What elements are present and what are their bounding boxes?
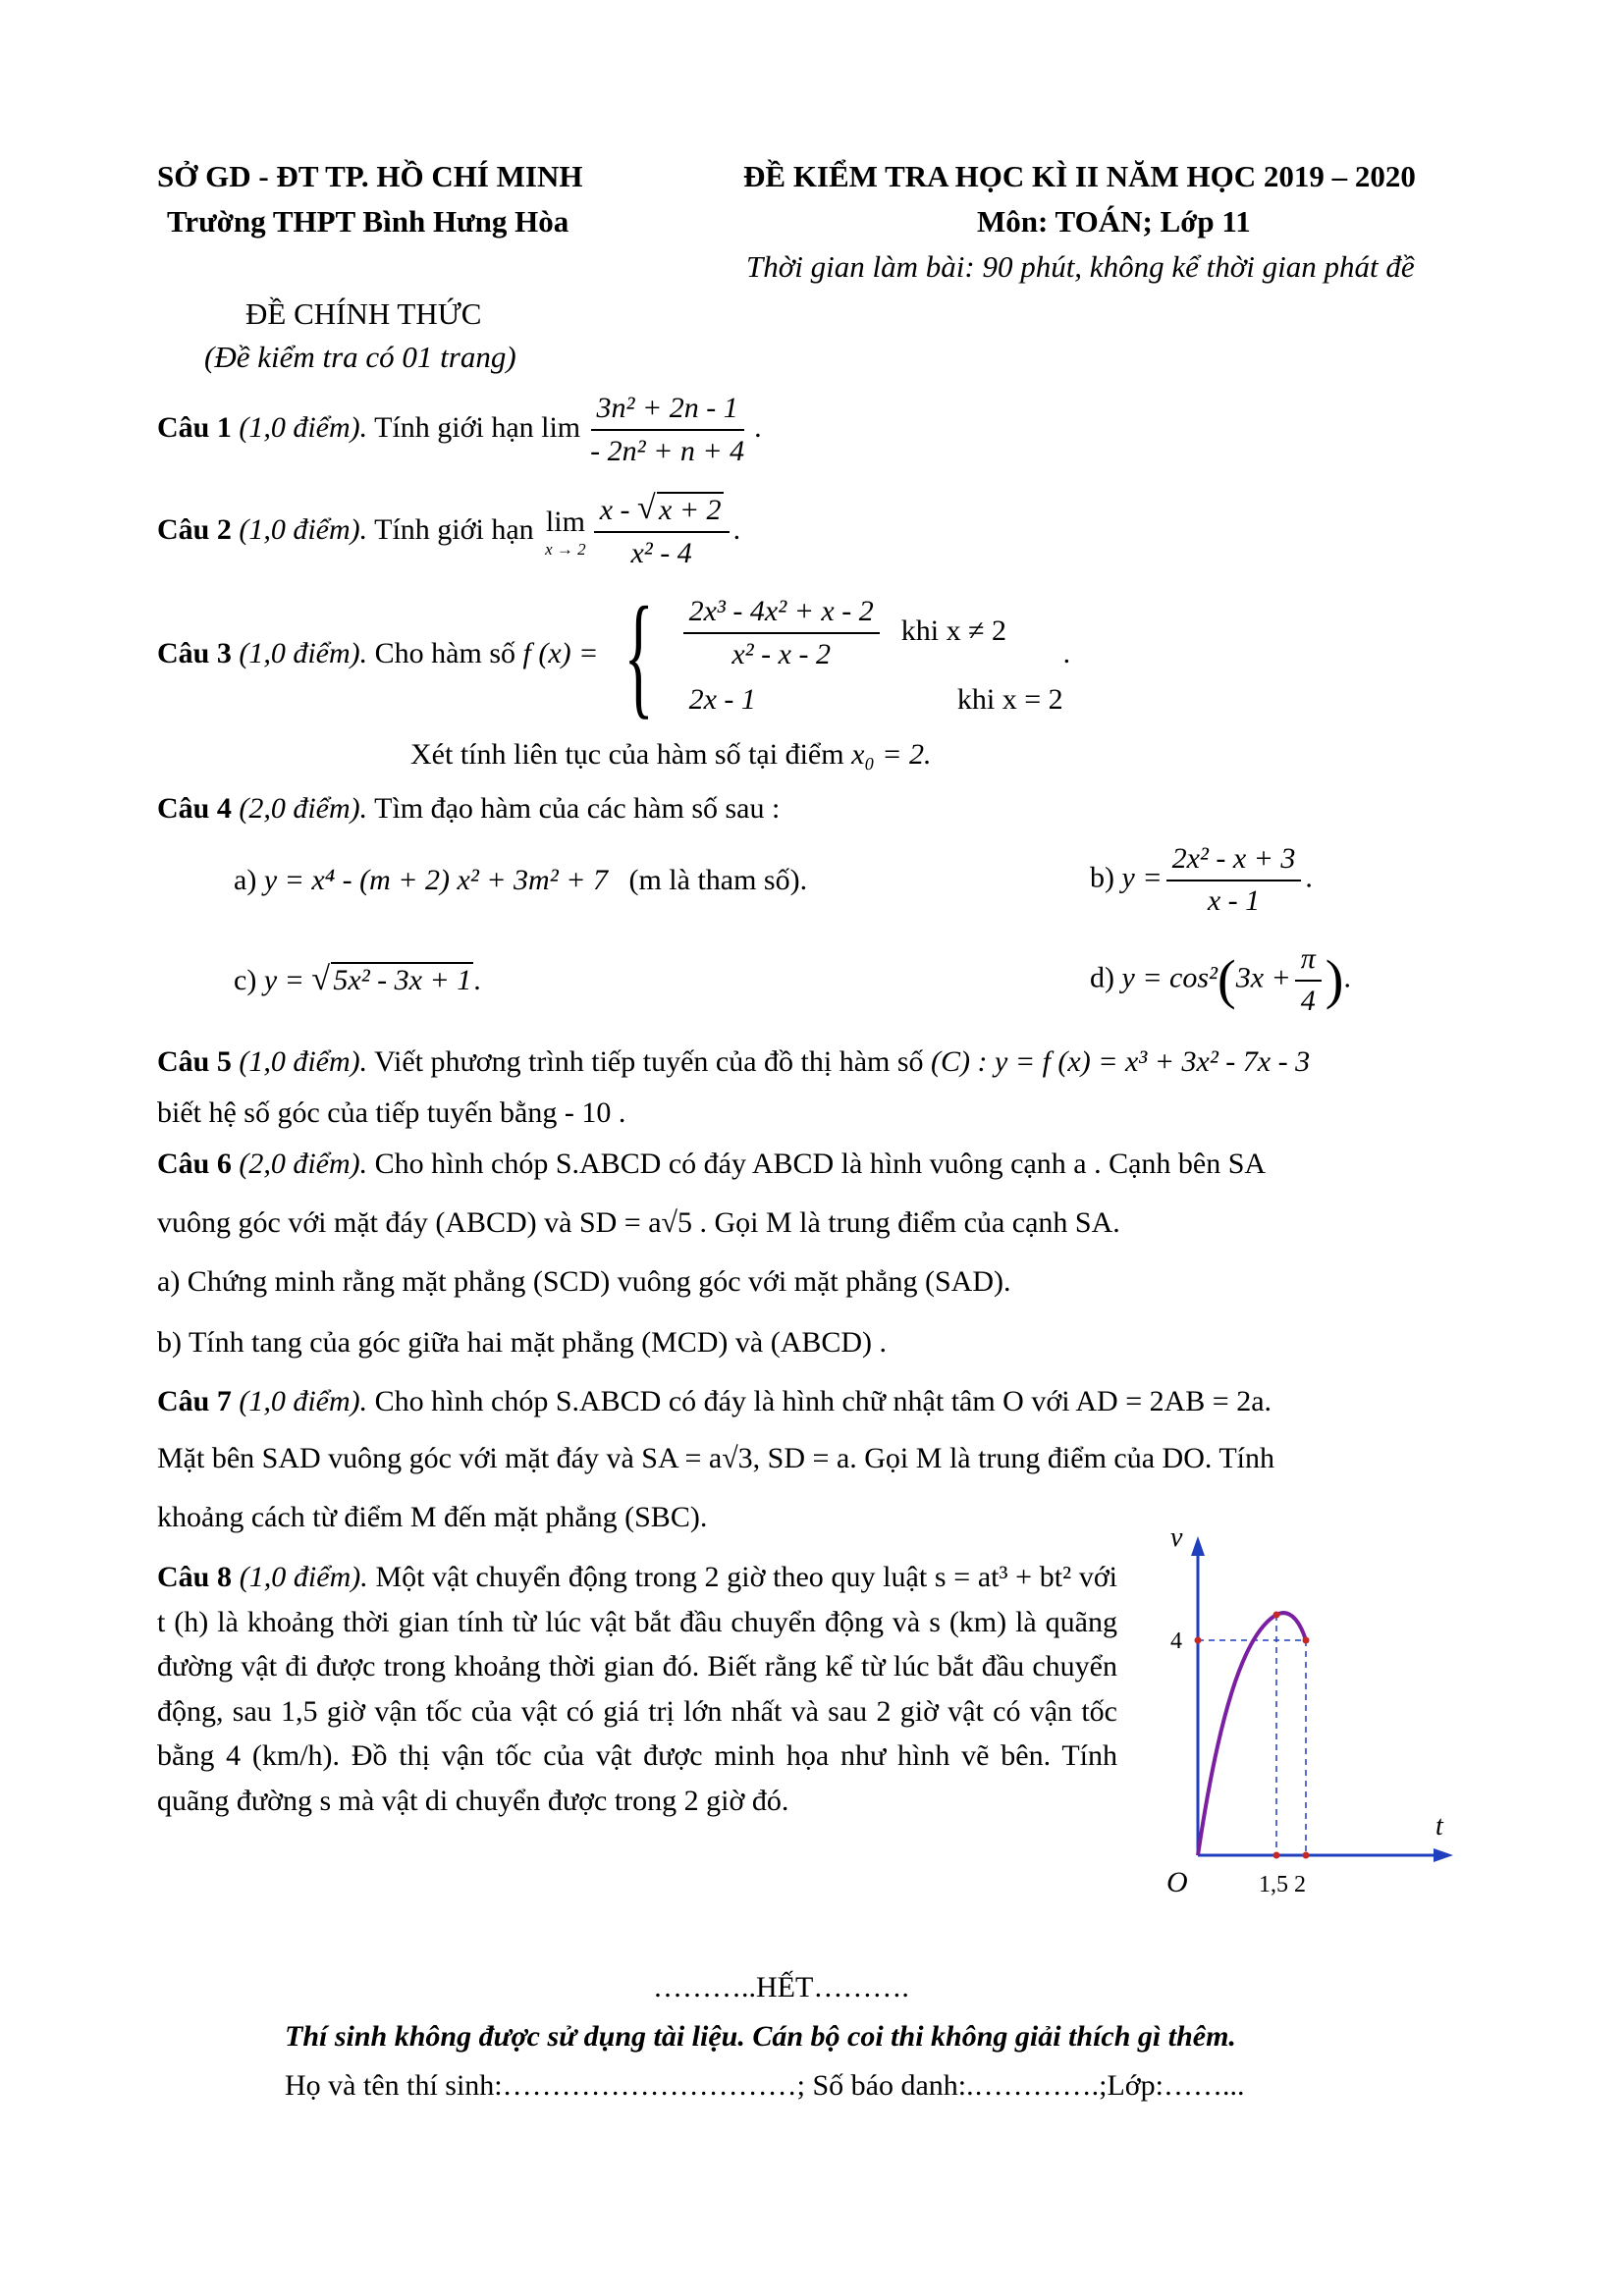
t-axis-arrow (1434, 1848, 1453, 1862)
v-axis-arrow (1191, 1536, 1205, 1556)
q2-limit: lim x → 2 (545, 505, 586, 559)
question-3-line2: Xét tính liên tục của hàm số tại điểm x₀ = 2. (410, 738, 932, 771)
origin-label: O (1166, 1866, 1188, 1898)
point-peak (1273, 1612, 1280, 1619)
question-6-line2: vuông góc với mặt đáy (ABCD) và SD = a√5 . Gọi M là trung điểm của cạnh SA. (157, 1206, 1120, 1239)
question-7: Câu 7 (1,0 điểm). Cho hình chóp S.ABCD có đáy là hình chữ nhật tâm O với AD = 2AB = 2a. (157, 1385, 1272, 1417)
piecewise-brace: { (623, 579, 654, 731)
v-axis-label: v (1170, 1526, 1183, 1553)
t-tick-labels: 1,5 2 (1259, 1872, 1306, 1897)
question-1: Câu 1 (1,0 điểm). Tính giới hạn lim $\frac{\text{3n² + 2n - 1}}{\text{- 2n² + n + 4}}$ . (157, 392, 762, 467)
school-department: SỞ GD - ĐT TP. HỒ CHÍ MINH (157, 159, 583, 193)
subject-line: Môn: TOÁN; Lớp 11 (977, 204, 1251, 239)
question-6-part-a: a) Chứng minh rằng mặt phẳng (SCD) vuông góc với mặt phẳng (SAD). (157, 1265, 1011, 1298)
t-axis-label: t (1435, 1811, 1443, 1842)
question-4: Câu 4 (2,0 điểm). Tìm đạo hàm của các hàm số sau : (157, 792, 781, 825)
question-6: Câu 6 (2,0 điểm). Cho hình chóp S.ABCD có đáy ABCD là hình vuông cạnh a . Cạnh bên SA (157, 1148, 1267, 1180)
question-6-part-b: b) Tính tang của góc giữa hai mặt phẳng (MCD) và (ABCD) . (157, 1326, 888, 1359)
point-t15 (1273, 1852, 1280, 1859)
time-allowed: Thời gian làm bài: 90 phút, không kể thời gian phát đề (746, 249, 1415, 284)
q4-part-b: b) y = $\frac{\text{2x² - x + 3}}{x - 1}$ . (1090, 842, 1313, 917)
question-3: Câu 3 (1,0 điểm). Cho hàm số f (x) = { $\frac{\text{2x³ - 4x² + x - 2}}{\text{x² - x - 2}}$ khi x ≠ 2 2x - 1 khi x = 2 . (157, 579, 1071, 731)
question-2: Câu 2 (1,0 điểm). Tính giới hạn lim x → 2 x - √ x + 2 x² - 4 . (157, 490, 741, 569)
candidate-fields: Họ và tên thí sinh:…………………………; Số báo danh:.………….;Lớp:……... (285, 2069, 1245, 2102)
end-marker: ………..HẾT………. (653, 1971, 909, 2003)
q2-fraction: x - √ x + 2 x² - 4 (594, 493, 730, 571)
q4-part-a: a) y = x⁴ - (m + 2) x² + 3m² + 7 (m là tham số). (234, 864, 808, 896)
question-8: Câu 8 (1,0 điểm). Một vật chuyển động trong 2 giờ theo quy luật s = at³ + bt² với t (h) là khoảng thời gian tính từ lúc vật bắt đầu chuyển động và s (km) là quãng đường vật đi được trong khoảng thời gian đó. Biết rằng kể từ lúc bắt đầu chuyển động, sau 1,5 giờ vận tốc của vật có giá trị lớn nhất và sau 2 giờ vật có vận tốc bằng 4 (km/h). Đồ thị vận tốc của vật được minh họa như hình vẽ bên. Tính quãng đường s mà vật di chuyển được trong 2 giờ đó. (157, 1561, 1118, 1817)
question-5: Câu 5 (1,0 điểm). Viết phương trình tiếp tuyến của đồ thị hàm số (C) : y = f (x) = x³ + 3x² - 7x - 3 (157, 1045, 1311, 1078)
point-t2-curve (1303, 1637, 1310, 1644)
official-label: ĐỀ CHÍNH THỨC (245, 296, 482, 331)
school-name: Trường THPT Bình Hưng Hòa (167, 204, 569, 239)
velocity-graph (1149, 1526, 1473, 1919)
pages-note: (Đề kiểm tra có 01 trang) (204, 340, 516, 374)
exam-rules: Thí sinh không được sử dụng tài liệu. Cán bộ coi thi không giải thích gì thêm. (285, 2020, 1236, 2053)
question-5-line2: biết hệ số góc của tiếp tuyến bằng - 10 . (157, 1096, 626, 1129)
question-7-line2: Mặt bên SAD vuông góc với mặt đáy và SA = a√3, SD = a. Gọi M là trung điểm của DO. Tính (157, 1442, 1274, 1474)
point-y4 (1195, 1637, 1202, 1644)
y-tick-4: 4 (1170, 1629, 1182, 1654)
velocity-curve (1198, 1613, 1306, 1855)
q4-part-c: c) y = √ 5x² - 3x + 1. (234, 961, 481, 997)
piecewise-cases: $\frac{\text{2x³ - 4x² + x - 2}}{\text{x² - x - 2}}$ khi x ≠ 2 2x - 1 khi x = 2 (679, 594, 1063, 718)
q4-part-d: d) y = cos²(3x + $\frac{\pi}{4}$ ). (1090, 942, 1351, 1017)
question-7-line3: khoảng cách từ điểm M đến mặt phẳng (SBC). (157, 1501, 708, 1533)
exam-title: ĐỀ KIỂM TRA HỌC KÌ II NĂM HỌC 2019 – 2020 (743, 159, 1416, 193)
q1-fraction: $\frac{\text{3n² + 2n - 1}}{\text{- 2n² + n + 4}}$ (590, 392, 745, 467)
point-t2 (1303, 1852, 1310, 1859)
